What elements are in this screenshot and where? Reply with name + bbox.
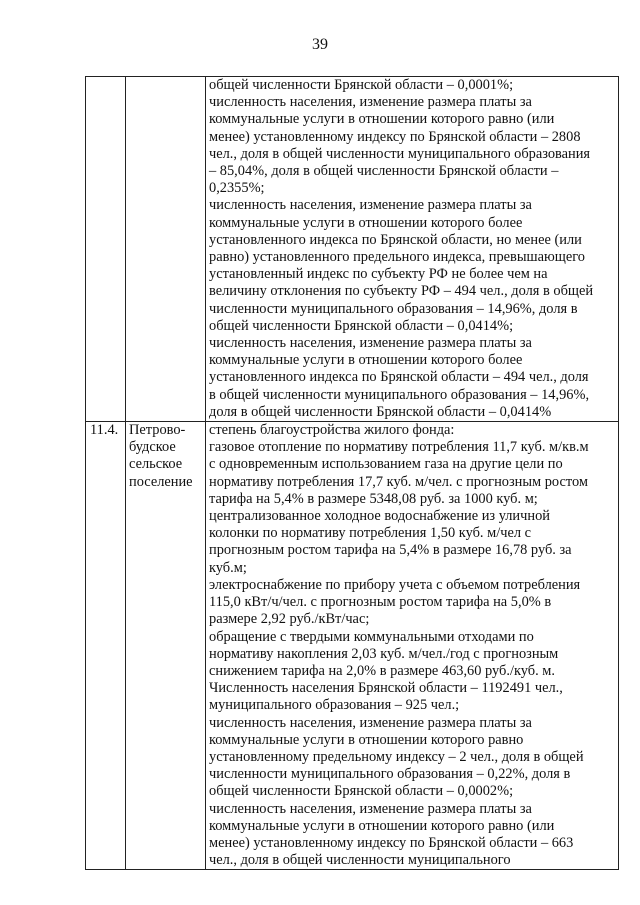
description-line: коммунальные услуги в отношении которого равно (или xyxy=(209,111,555,128)
description-line: менее) установленному индексу по Брянской области – 663 xyxy=(209,834,574,851)
description-line: установленный индекс по субъекту РФ не более чем на xyxy=(209,266,548,283)
description-line: 115,0 кВт/ч/чел. с прогнозным ростом тарифа на 5,0% в xyxy=(209,594,552,611)
description-line: 0,2355%; xyxy=(209,180,265,197)
row-number xyxy=(86,77,126,422)
description-line: централизованное холодное водоснабжение из уличной xyxy=(209,508,550,525)
description-line: коммунальные услуги в отношении которого более xyxy=(209,352,523,369)
description-line: численности муниципального образования – 14,96%, доля в xyxy=(209,300,578,317)
description-line: доля в общей численности Брянской области – 0,0414% xyxy=(209,403,552,420)
description-line: обращение с твердыми коммунальными отходами по xyxy=(209,628,534,645)
description-line: тарифа на 5,4% в размере 5348,08 руб. за 1000 куб. м; xyxy=(209,490,538,507)
settlement-name-line: сельское xyxy=(129,456,183,473)
table-row xyxy=(86,422,619,870)
description-line: численность населения, изменение размера платы за xyxy=(209,714,532,731)
description-cell xyxy=(206,77,619,422)
description-line: установленного индекса по Брянской области – 494 чел., доля xyxy=(209,369,589,386)
description-line: колонки по нормативу потребления 1,50 куб. м/чел с xyxy=(209,525,532,542)
description-line: нормативу потребления 17,7 куб. м/чел. с прогнозным ростом xyxy=(209,473,588,490)
description-line: чел., доля в общей численности муниципального xyxy=(209,852,511,869)
page-number: 39 xyxy=(312,36,328,53)
description-line: прогнозным ростом тарифа на 5,4% в размере 16,78 руб. за xyxy=(209,542,572,559)
description-line: численность населения, изменение размера платы за xyxy=(209,800,532,817)
description-cell xyxy=(206,422,619,870)
description-line: коммунальные услуги в отношении которого равно (или xyxy=(209,817,555,834)
description-line: численность населения, изменение размера платы за xyxy=(209,335,532,352)
description-line: численности муниципального образования – 0,22%, доля в xyxy=(209,766,571,783)
document-table xyxy=(85,76,619,870)
description-line: общей численности Брянской области – 0,0002%; xyxy=(209,783,514,800)
table-row xyxy=(86,77,619,422)
settlement-name xyxy=(126,77,206,422)
settlement-name-line: поселение xyxy=(129,473,193,490)
description-line: общей численности Брянской области – 0,0001%; xyxy=(209,77,514,93)
description-line: установленного индекса по Брянской области, но менее (или xyxy=(209,231,582,248)
description-line: численность населения, изменение размера платы за xyxy=(209,197,532,214)
description-line: равно) установленного предельного индекса, превышающего xyxy=(209,249,585,266)
description-line: газовое отопление по нормативу потребления 11,7 куб. м/кв.м xyxy=(209,439,589,456)
description-line: коммунальные услуги в отношении которого более xyxy=(209,214,523,231)
description-line: снижением тарифа на 2,0% в размере 463,60 руб./куб. м. xyxy=(209,662,555,679)
description-line: размере 2,92 руб./кВт/час; xyxy=(209,611,370,628)
description-line: общей численности Брянской области – 0,0414%; xyxy=(209,317,514,334)
description-line: менее) установленному индексу по Брянской области – 2808 xyxy=(209,128,581,145)
description-line: степень благоустройства жилого фонда: xyxy=(209,422,455,439)
settlement-name xyxy=(126,422,206,870)
description-line: численность населения, изменение размера платы за xyxy=(209,94,532,111)
description-line: нормативу накопления 2,03 куб. м/чел./год с прогнозным xyxy=(209,645,559,662)
description-line: Численность населения Брянской области – 1192491 чел., xyxy=(209,680,563,697)
description-line: установленному предельному индексу – 2 чел., доля в общей xyxy=(209,748,584,765)
description-line: в общей численности муниципального образования – 14,96%, xyxy=(209,386,590,403)
description-line: с одновременным использованием газа на другие цели по xyxy=(209,456,563,473)
description-line: муниципального образования – 925 чел.; xyxy=(209,697,460,714)
description-line: – 85,04%, доля в общей численности Брянской области – xyxy=(209,163,559,180)
settlement-name-line: Петрово- xyxy=(129,422,186,439)
description-line: чел., доля в общей численности муниципального образования xyxy=(209,145,591,162)
table-body xyxy=(86,77,619,870)
description-line: куб.м; xyxy=(209,559,247,576)
row-number: 11.4. xyxy=(86,422,126,870)
settlement-name-line: будское xyxy=(129,439,176,456)
description-line: коммунальные услуги в отношении которого равно xyxy=(209,731,524,748)
description-line: величину отклонения по субъекту РФ – 494 чел., доля в общей xyxy=(209,283,594,300)
description-line: электроснабжение по прибору учета с объемом потребления xyxy=(209,576,581,593)
